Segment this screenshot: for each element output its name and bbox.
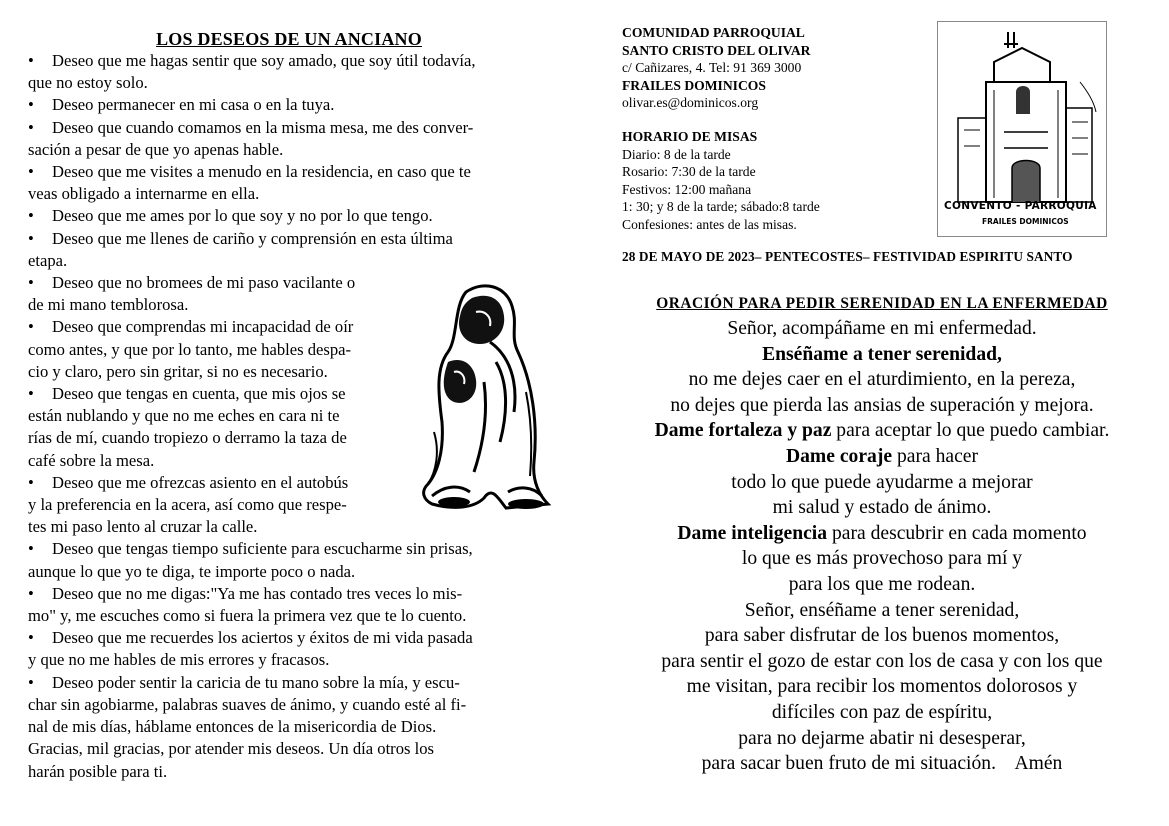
wish-item: • Deseo que me ofrezcas asiento en el autobús y la preferencia en la acera, así como que respe- tes mi paso lento al cruzar la calle. [28,472,349,537]
prayer-line: todo lo que puede ayudarme a mejorar [731,471,1033,493]
schedule-line: Rosario: 7:30 de la tarde [622,164,756,180]
prayer-line: mi salud y estado de ánimo. [772,497,992,519]
logo-text-sub: FRAILES DOMINICOS [982,217,1069,226]
prayer-line: Dame coraje para hacer [785,445,978,467]
bullet-icon: • [28,228,34,248]
prayer-line: Señor, acompáñame en mi enfermedad. [727,318,1037,339]
prayer-line: lo que es más provechoso para mí y [741,548,1023,570]
org-name: COMUNIDAD PARROQUIAL [622,25,805,40]
prayer-line: Enséñame a tener serenidad, [762,343,1002,365]
wish-item: • Deseo que me ames por lo que soy y no por lo que tengo. [28,205,550,227]
wish-item: • Deseo que no bromees de mi paso vacilante o de mi mano temblorosa. [28,273,356,315]
date-line: 28 DE MAYO DE 2023– PENTECOSTES– FESTIVIDAD ESPIRITU SANTO [622,249,1073,264]
prayer-line: para los que me rodean. [788,573,976,595]
logo-text-main: CONVENTO - PARROQUIA [944,200,1097,212]
prayer-line: Dame inteligencia para descubrir en cada momento [677,522,1087,544]
order-name: FRAILES DOMINICOS [622,77,766,93]
bullet-icon: • [28,583,34,603]
wishes-title: LOS DESEOS DE UN ANCIANO [156,29,422,49]
bullet-icon: • [28,317,34,337]
wish-item: • Deseo que tengas tiempo suficiente para escucharme sin prisas, aunque lo que yo te diga, te importe poco o nada. [28,539,473,581]
church-logo [937,21,1107,237]
prayer-title: ORACIÓN PARA PEDIR SERENIDAD EN LA ENFERMEDAD [656,295,1108,312]
bullet-icon: • [28,117,34,137]
prayer-line: para no dejarme abatir ni desesperar, [738,727,1026,749]
prayer-line: para sacar buen fruto de mi situación. Amén [701,753,1063,775]
bullet-icon: • [28,384,34,404]
prayer-line: no dejes que pierda las ansias de superación y mejora. [670,394,1094,416]
schedule-line: 1: 30; y 8 de la tarde; sábado:8 tarde [622,199,820,215]
wish-item: • Deseo poder sentir la caricia de tu mano sobre la mía, y escu- char sin agobiarme, palabras suaves de ánimo, y cuando esté al fi- nal de mis días, háblame entonces de la misericordia de Dios. Gracias, mil gracias, por atender mis deseos. Un día otros los harán posible para ti. [28,672,467,781]
prayer-line: me visitan, para recibir los momentos dolorosos y [686,676,1078,698]
bullet-icon: • [28,539,34,559]
prayer-body [610,316,1154,777]
org-subname: SANTO CRISTO DEL OLIVAR [622,42,811,58]
wish-item: • Deseo que cuando comamos en la misma mesa, me des conver- sación a pesar de que yo apenas hable. [28,117,474,159]
wish-item: • Deseo que no me digas:"Ya me has contado tres veces lo mis- mo" y, me escuches como si fuera la primera vez que te lo cuento. [28,583,467,626]
prayer-line: Señor, enséñame a tener serenidad, [744,599,1020,621]
address: c/ Cañizares, 4. Tel: 91 369 3000 [622,60,802,76]
bullet-icon: • [28,628,34,648]
bullet-icon: • [28,472,34,492]
wish-item: • Deseo que me visites a menudo en la residencia, en caso que te veas obligado a internarme en ella. [28,162,471,204]
prayer-line: Dame fortaleza y paz para aceptar lo que puedo cambiar. [654,420,1110,442]
bullet-icon: • [28,273,34,293]
wish-item: • Deseo que me llenes de cariño y comprensión en esta última etapa. [28,228,453,270]
bullet-icon: • [28,162,34,182]
bullet-icon: • [28,672,34,692]
schedule-line: Diario: 8 de la tarde [622,146,731,162]
email: olivar.es@dominicos.org [622,95,759,111]
schedule-line: Festivos: 12:00 mañana [622,181,752,197]
bullet-icon: • [28,206,34,226]
prayer-line: para sentir el gozo de estar con los de casa y con los que [661,650,1103,672]
prayer-line: difíciles con paz de espíritu, [771,701,993,723]
wish-item: • Deseo que tengas en cuenta, que mis ojos se están nublando y que no me eches en cara ni te rías de mí, cuando tropiezo o derramo la taza de café sobre la mesa. [28,384,347,470]
wish-item: • Deseo que comprendas mi incapacidad de oír como antes, y que por lo tanto, me hables despa- cio y claro, pero sin gritar, si no es necesario. [28,317,354,381]
wish-item: • Deseo que me recuerdes los aciertos y éxitos de mi vida pasada y que no me hables de mis errores y fracasos. [28,628,473,670]
prayer-line: no me dejes caer en el aturdimiento, en la pereza, [688,369,1076,391]
elderly-figure-illustration [414,272,554,512]
wish-item: • Deseo permanecer en mi casa o en la tuya. [28,94,550,116]
schedule-title: HORARIO DE MISAS [622,128,758,144]
bullet-icon: • [28,51,34,70]
prayer-line: para saber disfrutar de los buenos momentos, [704,625,1060,647]
bullet-icon: • [28,95,34,115]
schedule-line: Confesiones: antes de las misas. [622,216,797,232]
wish-item: • Deseo que me hagas sentir que soy amado, que soy útil todavía, que no estoy solo. [28,51,476,93]
